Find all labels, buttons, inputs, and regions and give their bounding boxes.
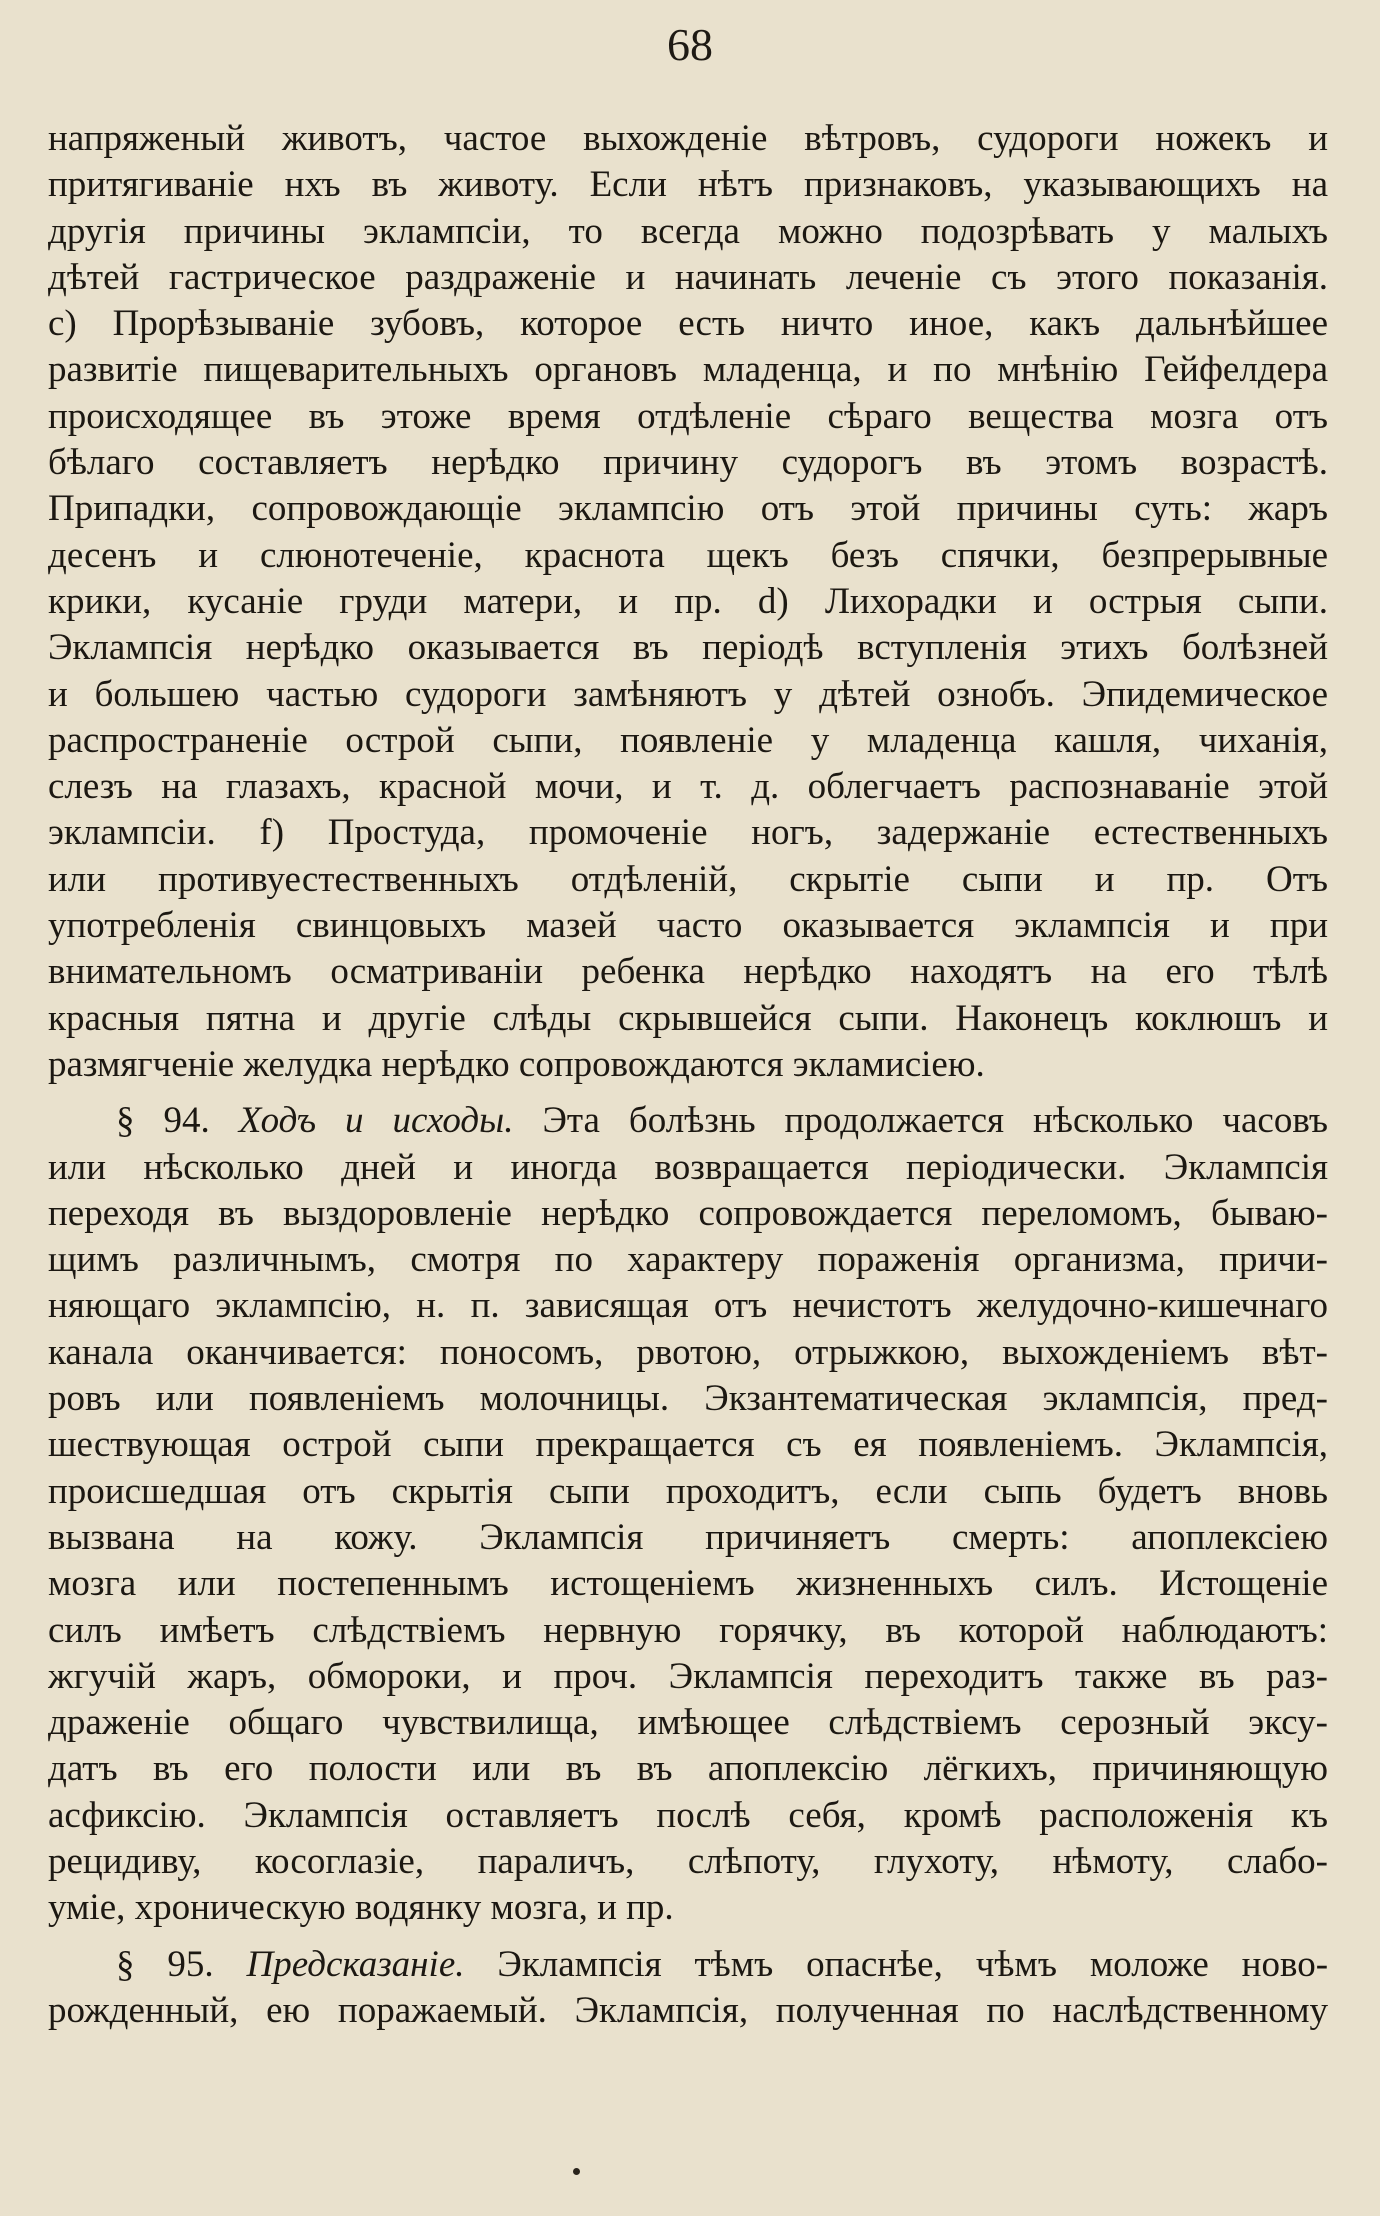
paragraph-1-line: красныя пятна и другіе слѣды скрывшейся сыпи. Наконецъ коклюшъ и (48, 997, 1328, 1039)
paragraph-1-line: размягченіе желудка нерѣдко сопровождаются экламисіею. (48, 1043, 985, 1085)
paragraph-1-line: слезъ на глазахъ, красной мочи, и т. д. облегчаетъ распознаваніе этой (48, 766, 1328, 808)
paragraph-1-line: Эклампсія нерѣдко оказывается въ періодѣ вступленія этихъ болѣзней (48, 627, 1328, 669)
section-94-line: или нѣсколько дней и иногда возвращается періодически. Эклампсія (48, 1146, 1328, 1188)
section-94 (48, 1098, 1328, 1931)
page-number: 68 (667, 19, 713, 70)
section-94-line: мозга или постепеннымъ истощеніемъ жизненныхъ силъ. Истощеніе (48, 1563, 1328, 1605)
paragraph-1-line: или противуестественныхъ отдѣленій, скрытіе сыпи и пр. Отъ (48, 858, 1328, 900)
section-94-first-line-text: Эта болѣзнь продолжается нѣсколько часовъ (542, 1100, 1328, 1142)
paragraph-1-line: эклампсіи. f) Простуда, промоченіе ногъ, задержаніе естественныхъ (48, 812, 1328, 854)
paragraph-1-line: происходящее въ этоже время отдѣленіе сѣраго вещества мозга отъ (48, 395, 1328, 437)
section-94-line: жгучій жаръ, обмороки, и проч. Эклампсія переходитъ также въ раз- (48, 1655, 1328, 1697)
section-94-line: канала оканчивается: поносомъ, рвотою, отрыжкою, выхожденіемъ вѣт- (48, 1331, 1328, 1373)
paragraph-1-line: другія причины эклампсіи, то всегда можно подозрѣвать у малыхъ (48, 210, 1328, 252)
paragraph-1-line: бѣлаго составляетъ нерѣдко причину судорогъ въ этомъ возрастѣ. (48, 442, 1328, 484)
section-95-first-line-text: Эклампсія тѣмъ опаснѣе, чѣмъ моложе ново- (497, 1943, 1328, 1985)
paragraph-1-line: напряженый животъ, частое выхожденіе вѣтровъ, судороги ножекъ и (48, 118, 1328, 159)
section-94-line: драженіе общаго чувствилища, имѣющее слѣдствіемъ серозный эксу- (48, 1702, 1328, 1744)
section-94-line: переходя въ выздоровленіе нерѣдко сопровождается переломомъ, бываю- (48, 1192, 1328, 1234)
paragraph-1-line: десенъ и слюнотеченіе, краснота щекъ безъ спячки, безпрерывные (48, 534, 1328, 576)
paragraph-1-line: распространеніе острой сыпи, появленіе у младенца кашля, чиханія, (48, 719, 1328, 761)
paragraph-1-line: c) Прорѣзываніе зубовъ, которое есть ничто иное, какъ дальнѣйшее (48, 303, 1328, 345)
section-95-line: рожденный, ею поражаемый. Эклампсія, полученная по наслѣдственному (48, 1989, 1328, 2031)
paragraph-1-line: крики, кусаніе груди матери, и пр. d) Лихорадки и острыя сыпи. (48, 580, 1328, 622)
section-94-heading: Ходъ и исходы. (238, 1100, 514, 1142)
section-94-line: происшедшая отъ скрытія сыпи проходитъ, если сыпь будетъ вновь (48, 1470, 1328, 1512)
paragraph-1-line: употребленія свинцовыхъ мазей часто оказывается эклампсія и при (48, 905, 1328, 947)
section-94-line: няющаго эклампсію, н. п. зависящая отъ нечистотъ желудочно-кишечнаго (48, 1285, 1328, 1327)
section-94-line: рецидиву, косоглазіе, параличъ, слѣпоту, глухоту, нѣмоту, слабо- (48, 1840, 1328, 1882)
section-95-number: § 95. (116, 1943, 214, 1985)
page-text (48, 116, 1328, 2034)
section-94-line: шествующая острой сыпи прекращается съ ея появленіемъ. Эклампсія, (48, 1424, 1328, 1466)
section-94-line: щимъ различнымъ, смотря по характеру пораженія организма, причи- (48, 1239, 1328, 1281)
section-94-line: датъ въ его полости или въ въ апоплексію лёгкихъ, причиняющую (48, 1748, 1328, 1790)
section-94-line: вызвана на кожу. Эклампсія причиняетъ смерть: апоплексіею (48, 1516, 1328, 1558)
section-94-line: асфиксію. Эклампсія оставляетъ послѣ себя, кромѣ расположенія къ (48, 1794, 1328, 1836)
paragraph-1-line: притягиваніе нхъ въ животу. Если нѣтъ признаковъ, указывающихъ на (48, 164, 1328, 206)
section-94-number: § 94. (116, 1100, 210, 1142)
section-95-heading: Предсказаніе. (246, 1943, 465, 1985)
section-95 (48, 1942, 1328, 2035)
section-94-line: силъ имѣетъ слѣдствіемъ нервную горячку, въ которой наблюдаютъ: (48, 1609, 1328, 1651)
section-94-line: уміе, хроническую водянку мозга, и пр. (48, 1887, 674, 1929)
paragraph-1-line: Припадки, сопровождающіе эклампсію отъ этой причины суть: жаръ (48, 488, 1328, 530)
paragraph-1 (48, 116, 1328, 1088)
paragraph-1-line: внимательномъ осматриваніи ребенка нерѣдко находятъ на его тѣлѣ (48, 951, 1328, 993)
paragraph-1-line: дѣтей гастрическое раздраженіе и начинать леченіе съ этого показанія. (48, 256, 1328, 298)
paragraph-1-line: развитіе пищеварительныхъ органовъ младенца, и по мнѣнію Гейфелдера (48, 349, 1328, 391)
paragraph-1-line: и большею частью судороги замѣняютъ у дѣтей ознобъ. Эпидемическое (48, 673, 1328, 715)
section-94-line: ровъ или появленіемъ молочницы. Экзантематическая эклампсія, пред- (48, 1378, 1328, 1420)
section-95-first-line (48, 1942, 1328, 1988)
ink-dot (573, 2168, 580, 2175)
section-94-first-line (48, 1098, 1328, 1144)
